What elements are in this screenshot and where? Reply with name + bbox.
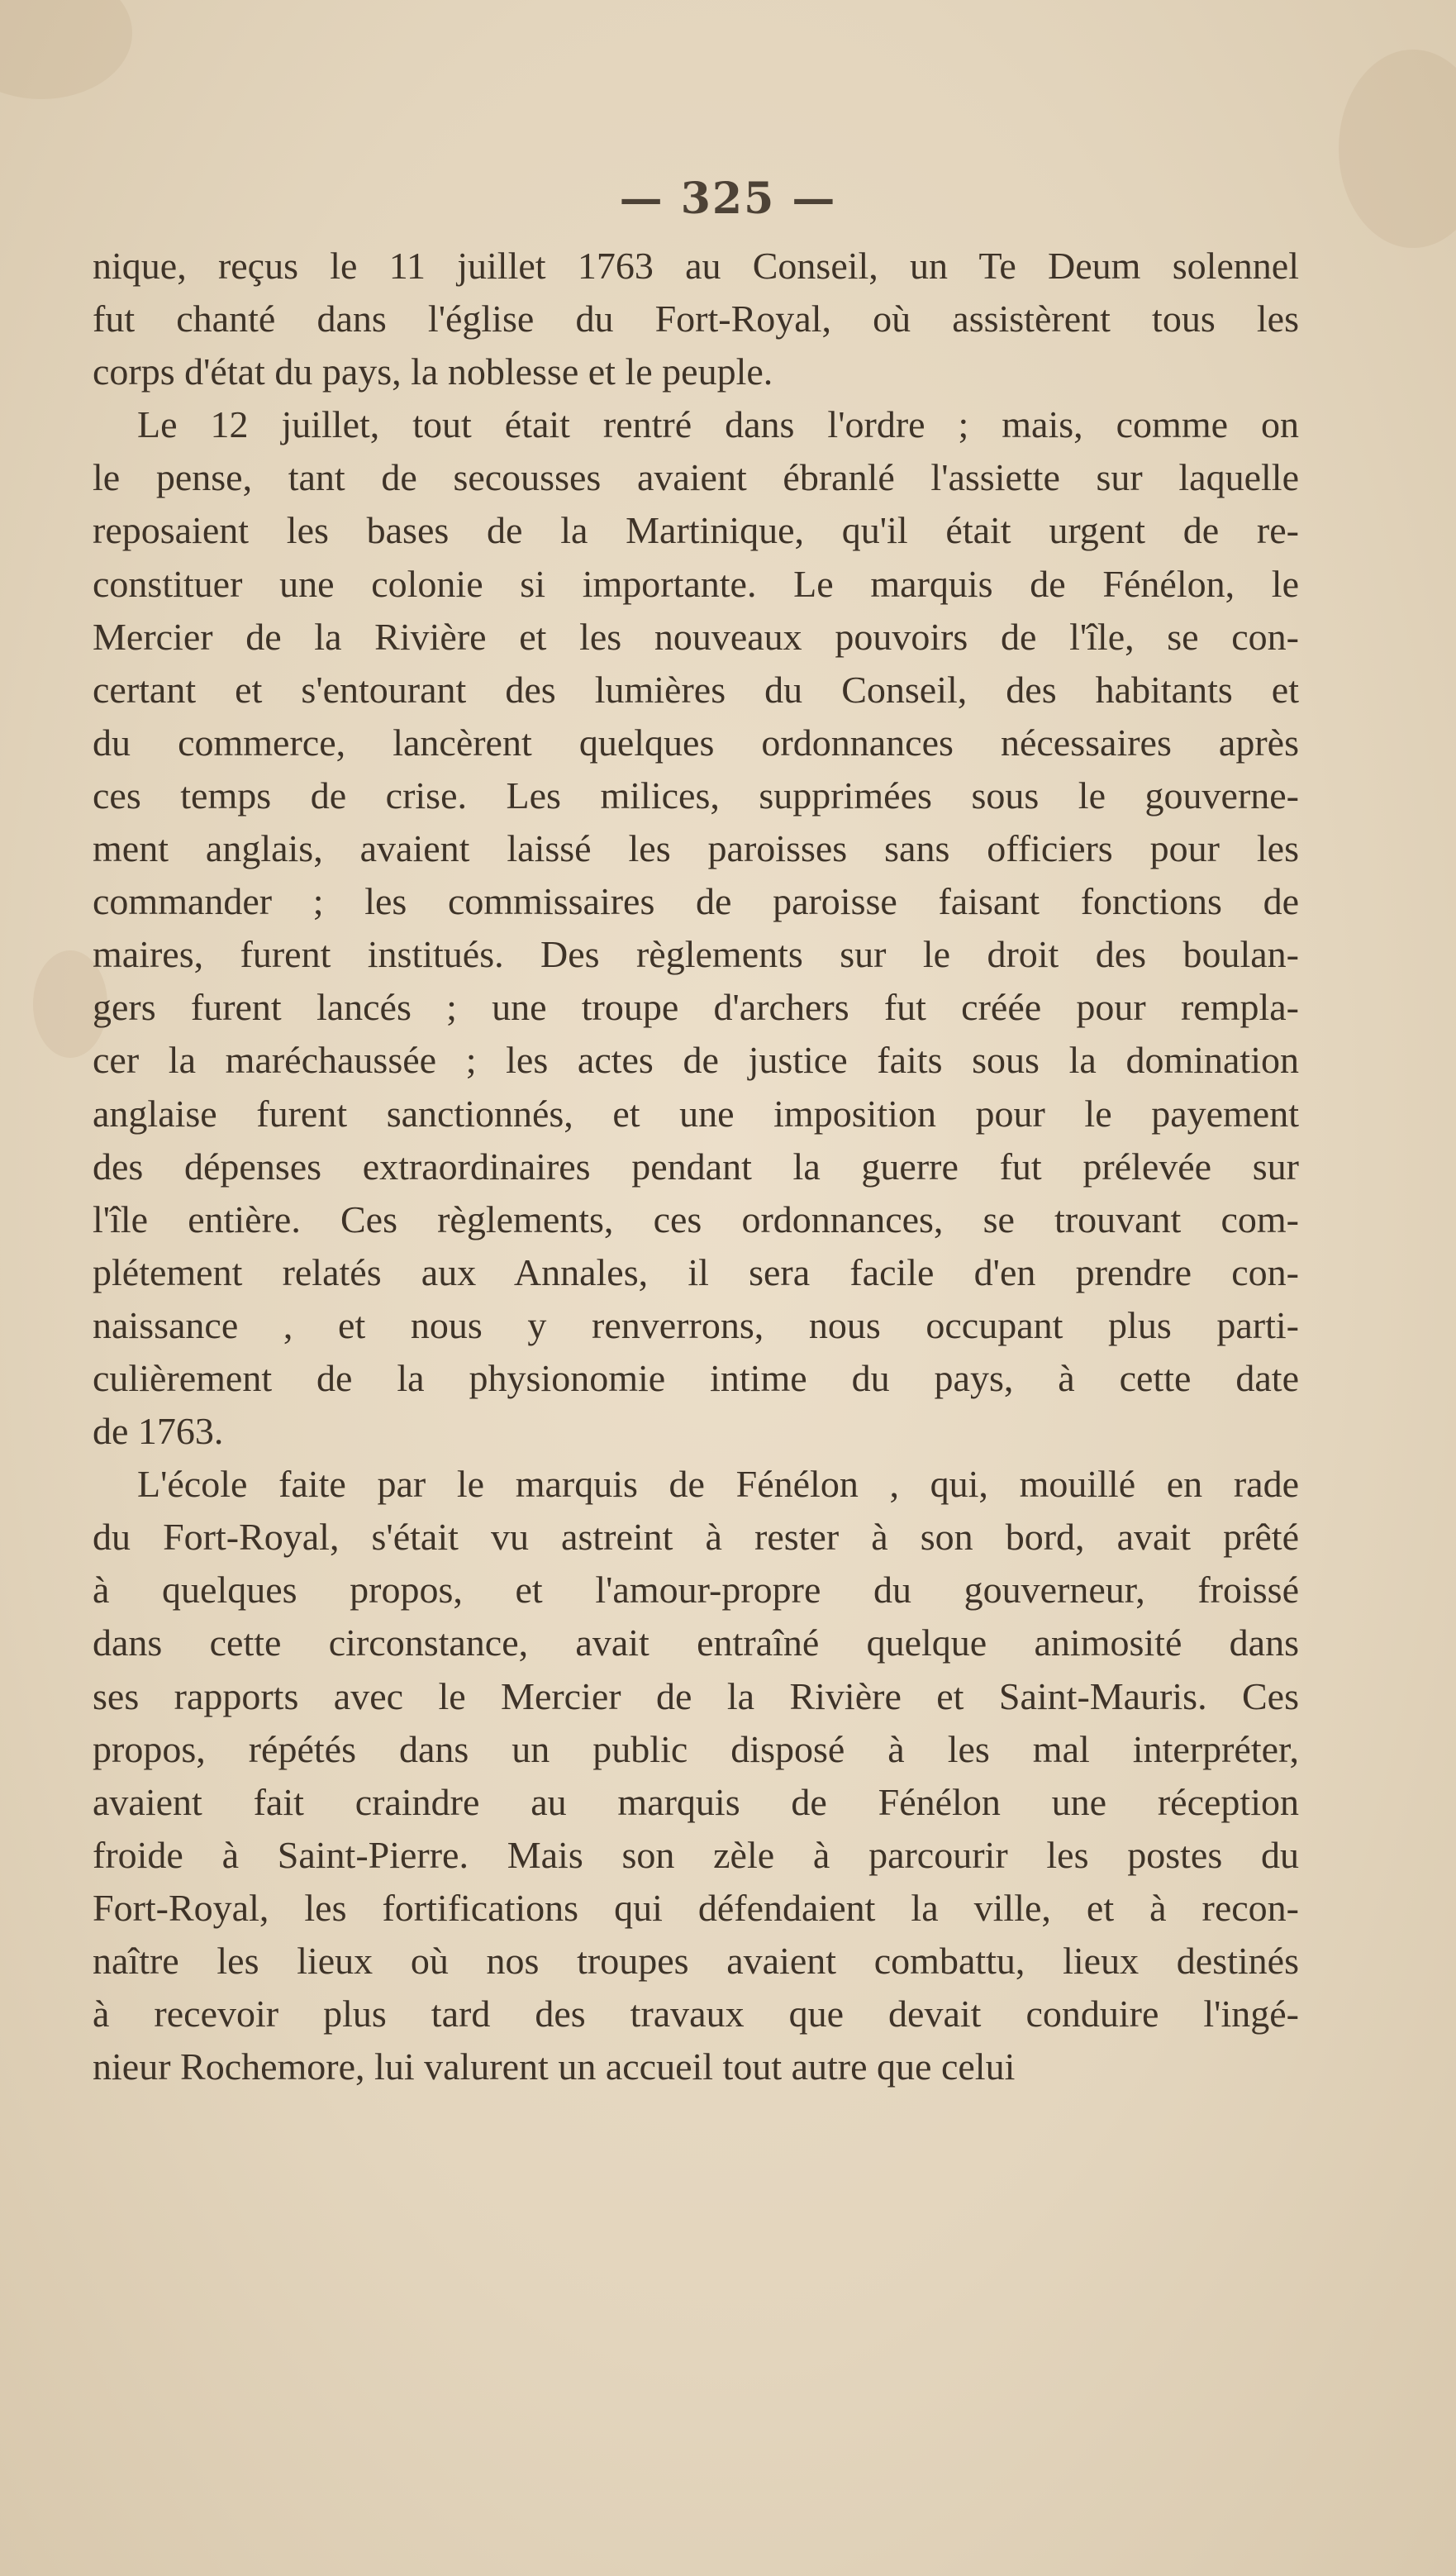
text-line: gers furent lancés ; une troupe d'archers fut créée pour rempla-	[93, 986, 1299, 1029]
text-line: Le 12 juillet, tout était rentré dans l'ordre ; mais, comme on	[137, 403, 1299, 446]
text-line: naître les lieux où nos troupes avaient combattu, lieux destinés	[93, 1940, 1299, 1982]
text-line: naissance , et nous y renverrons, nous occupant plus parti-	[93, 1303, 1299, 1346]
text-line: propos, répétés dans un public disposé à les mal interpréter,	[93, 1727, 1299, 1770]
text-line: anglaise furent sanctionnés, et une imposition pour le payement	[93, 1092, 1299, 1135]
text-line: Mercier de la Rivière et les nouveaux pouvoirs de l'île, se con-	[93, 615, 1299, 658]
text-line: de 1763.	[93, 1410, 224, 1453]
text-line: du commerce, lancèrent quelques ordonnances nécessaires après	[93, 721, 1299, 764]
text-line: dans cette circonstance, avait entraîné quelque animosité dans	[93, 1621, 1299, 1664]
text-line: ses rapports avec le Mercier de la Rivière et Saint-Mauris. Ces	[93, 1674, 1299, 1717]
paper-stain	[0, 0, 132, 99]
text-line: Fort-Royal, les fortifications qui défendaient la ville, et à recon-	[93, 1886, 1299, 1929]
body-text	[93, 240, 1299, 2093]
text-line: ces temps de crise. Les milices, supprimées sous le gouverne-	[93, 774, 1299, 817]
text-line: des dépenses extraordinaires pendant la guerre fut prélevée sur	[93, 1145, 1299, 1188]
text-line: constituer une colonie si importante. Le marquis de Fénélon, le	[93, 562, 1299, 605]
text-line: culièrement de la physionomie intime du pays, à cette date	[93, 1356, 1299, 1399]
text-line: avaient fait craindre au marquis de Fénélon une réception	[93, 1780, 1299, 1823]
text-line: cer la maréchaussée ; les actes de justice faits sous la domination	[93, 1039, 1299, 1082]
text-line: commander ; les commissaires de paroisse faisant fonctions de	[93, 880, 1299, 923]
text-line: du Fort-Royal, s'était vu astreint à rester à son bord, avait prêté	[93, 1516, 1299, 1559]
text-line: fut chanté dans l'église du Fort-Royal, où assistèrent tous les	[93, 298, 1299, 340]
text-line: le pense, tant de secousses avaient ébranlé l'assiette sur laquelle	[93, 456, 1299, 499]
text-line: à quelques propos, et l'amour-propre du gouverneur, froissé	[93, 1569, 1299, 1612]
text-line: ment anglais, avaient laissé les paroisses sans officiers pour les	[93, 827, 1299, 870]
text-line: à recevoir plus tard des travaux que devait conduire l'ingé-	[93, 1993, 1299, 2036]
text-line: froide à Saint-Pierre. Mais son zèle à parcourir les postes du	[93, 1833, 1299, 1876]
text-line: plétement relatés aux Annales, il sera facile d'en prendre con-	[93, 1250, 1299, 1293]
text-line: reposaient les bases de la Martinique, qu'il était urgent de re-	[93, 509, 1299, 552]
text-line: l'île entière. Ces règlements, ces ordonnances, se trouvant com-	[93, 1198, 1299, 1240]
text-line: nique, reçus le 11 juillet 1763 au Conseil, un Te Deum solennel	[93, 245, 1299, 287]
page-number: — 325 —	[619, 174, 837, 224]
text-line: certant et s'entourant des lumières du Conseil, des habitants et	[93, 668, 1299, 711]
text-line: L'école faite par le marquis de Fénélon , qui, mouillé en rade	[137, 1463, 1299, 1506]
text-line: corps d'état du pays, la noblesse et le peuple.	[93, 350, 773, 393]
text-line: maires, furent institués. Des règlements sur le droit des boulan-	[93, 933, 1299, 976]
text-line: nieur Rochemore, lui valurent un accueil tout autre que celui	[93, 2045, 1016, 2088]
